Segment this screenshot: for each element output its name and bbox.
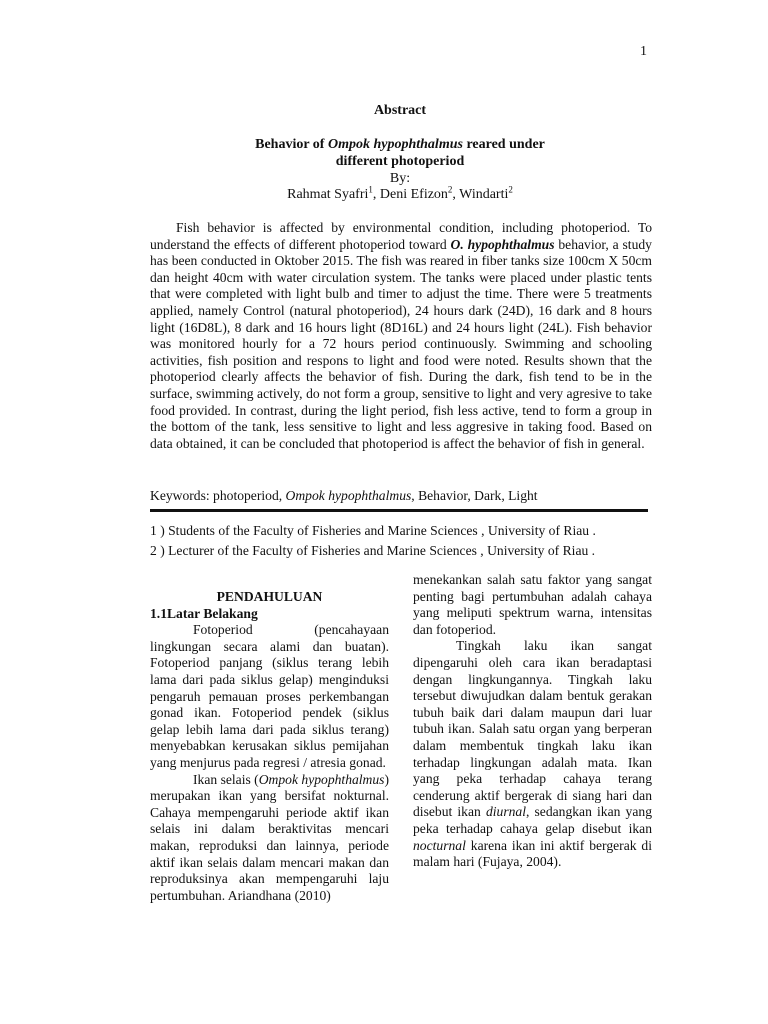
author-mark: 2 <box>447 184 453 195</box>
subsection-heading: 1.1Latar Belakang <box>150 605 258 621</box>
title-prefix: Behavior of <box>255 137 328 152</box>
paragraph-continuation: menekankan salah satu faktor yang sangat penting bagi pertumbuhan adalah cahaya yang meliputi spektrum warna, intensitas dan fotoperiod. <box>413 572 652 637</box>
paragraph-fotoperiod: Fotoperiod (pencahayaan lingkungan secara alami dan buatan). Fotoperiod panjang (siklus terang lebih lama dari pada siklus gelap) menginduksi pengaruh pemauan proses perkembangan gonad ikan. Fotoperiod pendek (siklus gelap lebih lama dari pada siklus terang) menyebabkan kerusakan siklus pemijahan yang menjurus pada regresi / atresia gonad. <box>150 622 389 770</box>
author-separator: , <box>372 187 380 203</box>
title-block <box>150 137 650 204</box>
by-label: By: <box>389 170 411 186</box>
author-list <box>150 184 650 204</box>
title-species: Ompok hypophthalmus <box>327 137 463 152</box>
author-separator: , <box>452 187 460 203</box>
abstract-heading: Abstract <box>373 103 427 118</box>
author-name: Deni Efizon <box>379 187 448 203</box>
para4-diurnal: diurnal <box>485 804 526 820</box>
para2-text-b: ) merupakan ikan yang bersifat nokturnal. Cahaya mempengaruhi periode aktif ikan selais ini dalam beraktivitas mencari makan, reproduksi dan lainnya, periode aktif ikan selais dalam mencari makan dan reproduksinya akan mempengaruhi laju pertumbuhan. Ariandhana (2010) <box>150 771 389 903</box>
para2-species: Ompok hypophthalmus <box>258 771 385 787</box>
para2-text-a: Ikan selais ( <box>193 771 259 787</box>
footnotes <box>150 521 652 561</box>
author-name: Rahmat Syafri <box>287 187 369 203</box>
section-heading: PENDAHULUAN <box>216 589 323 604</box>
paper-title <box>150 137 650 154</box>
paper-title-line2: different photoperiod <box>335 153 465 169</box>
footnote-2: 2 ) Lecturer of the Faculty of Fisheries and Marine Sciences , University of Riau . <box>150 543 596 558</box>
para4-text-b: , sedangkan ikan yang peka terhadap cahaya gelap disebut ikan <box>413 804 652 836</box>
paragraph-ikan-selais <box>150 772 389 905</box>
section-divider <box>150 509 648 512</box>
abstract-text-part2: behavior, a study has been conducted in Oktober 2015. The fish was reared in fiber tanks size 100cm X 50cm dan height 40cm with water circulation system. The tanks were placed under plastic tents that were completed with light bulb and timer to adjust the time. There were 5 treatments applied, namely Control (natural photoperiod), 24 hours dark (24D), 16 dark and 8 hours light (16D8L), 8 dark and 16 hours light (8D16L) and 24 hours light (24L). Fish behavior was monitored hourly for a 72 hours period continuously. Swimming and schooling activities, fish position and respons to light and food were noted. Results shown that the photoperiod clearly affects the behavior of fish. During the dark, fish tend to be in the surface, swimming actively, do not form a group, sensitive to light and very agresive to take food provided. In contrast, during the light period, fish less active, tend to form a group in the bottom of the tank, less sensitive to light and less aggresive in taking food. Based on data obtained, it can be concluded that photoperiod is affect the behavior of fish in general. <box>150 236 652 451</box>
abstract-text-part1: Fish behavior is affected by environmental condition, including photoperiod. To understand the effects of different photoperiod toward <box>150 220 652 252</box>
para4-text-c: karena ikan ini aktif bergerak di malam hari (Fujaya, 2004). <box>413 837 652 870</box>
abstract-body <box>150 220 652 452</box>
keywords-rest: , Behavior, Dark, Light <box>411 488 538 503</box>
author-mark: 2 <box>508 184 513 195</box>
author-name: Windarti <box>459 187 509 203</box>
author-mark: 1 <box>368 184 373 195</box>
right-column <box>413 572 652 871</box>
abstract-species: O. hypophthalmus <box>450 236 555 252</box>
footnote-1: 1 ) Students of the Faculty of Fisheries and Marine Sciences , University of Riau . <box>150 523 596 538</box>
page-number: 1 <box>640 44 647 59</box>
left-column <box>150 589 389 904</box>
keywords-species: Ompok hypophthalmus <box>285 488 412 503</box>
paragraph-tingkah-laku <box>413 638 652 870</box>
para4-nocturnal: nocturnal <box>413 837 466 853</box>
title-suffix: reared under <box>462 137 545 152</box>
keywords <box>150 488 652 505</box>
keywords-label: Keywords: photoperiod, <box>150 488 286 503</box>
para4-text-a: Tingkah laku ikan sangat dipengaruhi oleh cara ikan beradaptasi dengan lingkungannya. Tingkah laku tersebut diwujudkan dalam bentuk gerakan tubuh baik dari dalam maupun dari luar tubuh ikan. Salah satu organ yang berperan dalam membentuk tingkah laku ikan terhadap lingkungan adalah mata. Ikan yang peka terhadap cahaya terang cenderung aktif bergerak di siang hari dan disebut ikan <box>413 638 652 820</box>
